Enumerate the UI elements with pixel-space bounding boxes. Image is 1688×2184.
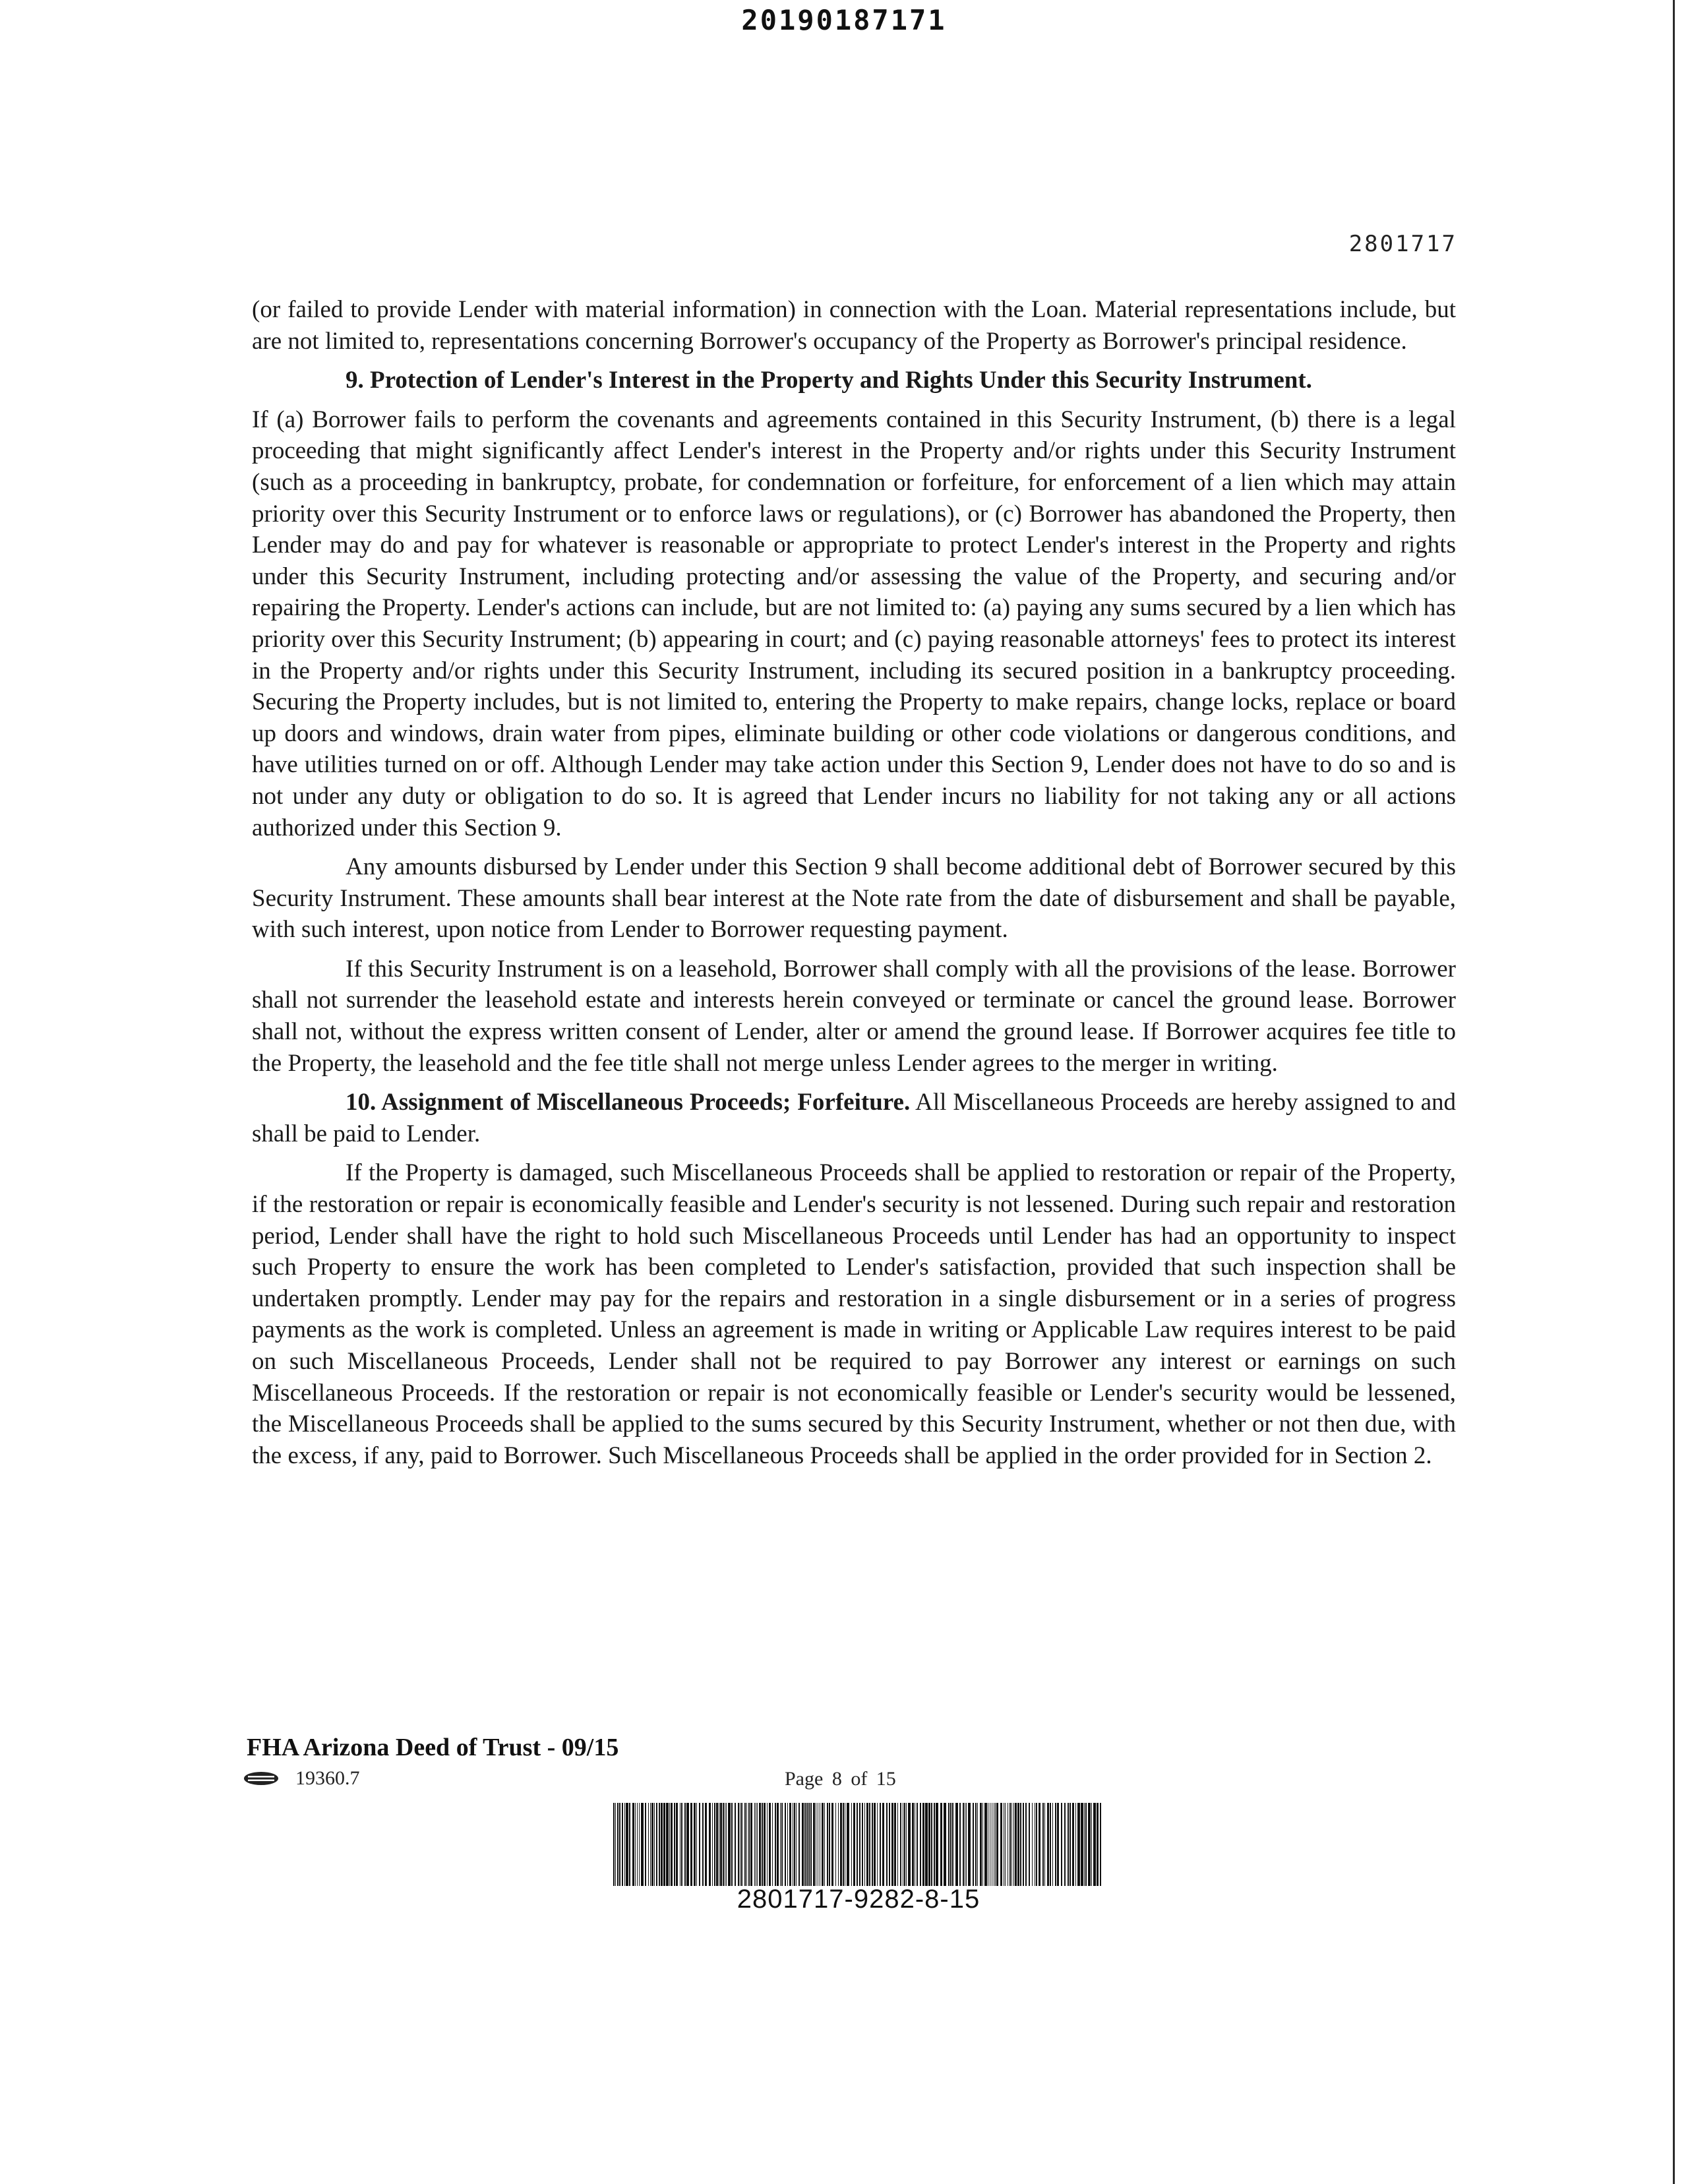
barcode-bar [813, 1803, 815, 1886]
barcode-bar [1047, 1803, 1049, 1886]
section-9-heading: 9. Protection of Lender's Interest in the Property and Rights Under this Security Instrument. [346, 367, 1312, 394]
barcode-bar [781, 1803, 783, 1886]
form-number-row [243, 1767, 360, 1790]
barcode-bar [787, 1803, 788, 1886]
barcode-bar [1075, 1803, 1076, 1886]
document-body [252, 294, 1456, 1479]
barcode-bar [906, 1803, 907, 1886]
barcode-bar [754, 1803, 755, 1886]
barcode-bar [639, 1803, 640, 1886]
section-9-paragraph-2: Any amounts disbursed by Lender under this Section 9 shall become additional debt of Borrower secured by this Security Instrument. These amounts shall bear interest at the Note rate from the date of disbursement and shall be payable, with such interest, upon notice from Lender to Borrower requesting payment. [252, 853, 1456, 944]
barcode-bar [735, 1803, 736, 1886]
barcode-bar [1072, 1803, 1074, 1886]
section-10-heading: 10. Assignment of Miscellaneous Proceeds; Forfeiture. [346, 1089, 911, 1116]
barcode-bar [1091, 1803, 1092, 1886]
barcode-bar [1044, 1803, 1045, 1886]
barcode-bar [728, 1803, 731, 1886]
barcode-bar [666, 1803, 669, 1886]
barcode-bar [1010, 1803, 1011, 1886]
barcode-bar [613, 1803, 615, 1886]
barcode-bar [1100, 1803, 1101, 1886]
barcode-bar [922, 1803, 924, 1886]
barcode-bar [1032, 1803, 1033, 1886]
barcode-bar [804, 1803, 806, 1886]
barcode-bar [831, 1803, 833, 1886]
barcode-bar [629, 1803, 630, 1886]
barcode-bar [757, 1803, 758, 1886]
barcode-bar [904, 1803, 905, 1886]
barcode-bar [866, 1803, 868, 1886]
barcode-bar [1070, 1803, 1071, 1886]
barcode-bar [1039, 1803, 1040, 1886]
barcode-bar [626, 1803, 628, 1886]
barcode-bar [948, 1803, 950, 1886]
barcode-bar [959, 1803, 961, 1886]
barcode-bar [1050, 1803, 1051, 1886]
barcode-bar [940, 1803, 942, 1886]
barcode-bar [796, 1803, 797, 1886]
barcode-bar [995, 1803, 996, 1886]
barcode-bar [714, 1803, 715, 1886]
barcode-bar [648, 1803, 649, 1886]
barcode-bar [762, 1803, 763, 1886]
barcode-bar [1025, 1803, 1027, 1886]
barcode-bar [897, 1803, 898, 1886]
barcode-bar [656, 1803, 657, 1886]
barcode-bar [1017, 1803, 1019, 1886]
barcode-bar [1068, 1803, 1069, 1886]
page-number: Page 8 of 15 [785, 1768, 896, 1790]
barcode-bar [775, 1803, 776, 1886]
barcode-bar [980, 1803, 982, 1886]
barcode-bar [744, 1803, 746, 1886]
continuation-paragraph: (or failed to provide Lender with material information) in connection with the Loan. Material representations include, but are not limited to, representations concerning Borrower's occupancy of the Property as Borrower's principal residence. [252, 296, 1456, 355]
barcode-bar [731, 1803, 733, 1886]
barcode-bar [880, 1803, 881, 1886]
barcode-bar [877, 1803, 878, 1886]
barcode-bar [1013, 1803, 1014, 1886]
barcode-bar [1036, 1803, 1037, 1886]
barcode-bar [1011, 1803, 1012, 1886]
barcode-bar [829, 1803, 830, 1886]
barcode-bar [822, 1803, 824, 1886]
barcode-bar [950, 1803, 951, 1886]
barcode-bar [810, 1803, 812, 1886]
barcode-bar [982, 1803, 983, 1886]
barcode-bar [663, 1803, 665, 1886]
barcode-bar [684, 1803, 686, 1886]
barcode-bar [806, 1803, 808, 1886]
barcode-bar [794, 1803, 795, 1886]
barcode-bar [676, 1803, 678, 1886]
barcode-bar [669, 1803, 670, 1886]
barcode-bar [637, 1803, 638, 1886]
barcode-bar [696, 1803, 697, 1886]
barcode-bar [966, 1803, 967, 1886]
barcode-bar [908, 1803, 911, 1886]
barcode-bar [934, 1803, 935, 1886]
page-edge [1673, 0, 1675, 2184]
barcode-bar [699, 1803, 700, 1886]
barcode-bar [635, 1803, 636, 1886]
barcode-bar [955, 1803, 958, 1886]
barcode-bar [777, 1803, 779, 1886]
barcode-bar [690, 1803, 692, 1886]
barcode-bar [889, 1803, 890, 1886]
barcode-bar [659, 1803, 660, 1886]
barcode-bar [847, 1803, 849, 1886]
barcode-text: 2801717-9282-8-15 [737, 1885, 980, 1914]
barcode-bar [864, 1803, 865, 1886]
barcode-bar [686, 1803, 689, 1886]
barcode-bar [1057, 1803, 1059, 1886]
section-10-paragraph-2: If the Property is damaged, such Miscellaneous Proceeds shall be applied to restoration or repair of the Property, if the restoration or repair is economically feasible and Lender's security is not lessened. During such repair and restoration period, Lender shall have the right to hold such Miscellaneous Proceeds until Lender has had an opportunity to inspect such Property to ensure the work has been completed to Lender's satisfaction, provided that such inspection shall be undertaken promptly. Lender may pay for the repairs and restoration in a single disbursement or in a series of progress payments as the work is completed. Unless an agreement is made in writing or Applicable Law requires interest to be paid on such Miscellaneous Proceeds, Lender shall not be required to pay Borrower any interest or earnings on such Miscellaneous Proceeds. If the restoration or repair is not economically feasible or Lender's security would be lessened, the Miscellaneous Proceeds shall be applied to the sums secured by this Security Instrument, whether or not then due, with the excess, if any, paid to Borrower. Such Miscellaneous Proceeds shall be applied in the order provided for in Section 2. [252, 1159, 1456, 1469]
barcode-bar [975, 1803, 977, 1886]
barcode-bar [615, 1803, 616, 1886]
barcode-bar [1055, 1803, 1056, 1886]
barcode-bar [654, 1803, 655, 1886]
section-10-body: All Miscellaneous Proceeds are hereby assigned to and shall be paid to Lender. [252, 1089, 1456, 1147]
barcode-bar [641, 1803, 644, 1886]
barcode-bar [726, 1803, 727, 1886]
barcode-bar [772, 1803, 773, 1886]
barcode-bar [671, 1803, 673, 1886]
barcode-bar [651, 1803, 653, 1886]
barcode-bar [936, 1803, 938, 1886]
barcode-bar [723, 1803, 724, 1886]
barcode-bar [681, 1803, 682, 1886]
barcode-bar [1084, 1803, 1085, 1886]
barcode-bar [645, 1803, 646, 1886]
barcode-bar [857, 1803, 858, 1886]
barcode-bar [789, 1803, 791, 1886]
barcode-bar [996, 1803, 998, 1886]
barcode-bar [1015, 1803, 1017, 1886]
barcode-bar [920, 1803, 921, 1886]
form-number: 19360.7 [295, 1767, 360, 1789]
section-9-body: If (a) Borrower fails to perform the covenants and agreements contained in this Security Instrument, (b) there is a legal proceeding that might significantly affect Lender's interest in the Property and/or rights under this Security Instrument (such as a proceeding in bankruptcy, probate, for condemnation or forfeiture, for enforcement of a lien which may attain priority over this Security Instrument or to enforce laws or regulations), or (c) Borrower has abandoned the Property, then Lender may do and pay for whatever is reasonable or appropriate to protect Lender's interest in the Property and rights under this Security Instrument, including protecting and/or assessing the value of the Property, and securing and/or repairing the Property. Lender's actions can include, but are not limited to: (a) paying any sums secured by a lien which has priority over this Security Instrument; (b) appearing in court; and (c) paying reasonable attorneys' fees to protect its interest in the Property and/or rights under this Security Instrument, including its secured position in a bankruptcy proceeding. Securing the Property includes, but is not limited to, entering the Property to make repairs, change locks, replace or board up doors and windows, drain water from pipes, eliminate building or other code violations or dangerous conditions, and have utilities turned on or off. Although Lender may take action under this Section 9, Lender does not have to do so and is not under any duty or obligation to do so. It is agreed that Lender incurs no liability for not taking any or all actions authorized under this Section 9. [252, 406, 1456, 841]
barcode-bar [838, 1803, 839, 1886]
barcode-bar [1077, 1803, 1080, 1886]
barcode-bar [769, 1803, 771, 1886]
barcode-bar [619, 1803, 620, 1886]
barcode-bar [853, 1803, 855, 1886]
barcode-bar [741, 1803, 742, 1886]
barcode-bar [835, 1803, 836, 1886]
barcode-bar [968, 1803, 971, 1886]
barcode-bar [780, 1803, 781, 1886]
barcode-bar [1052, 1803, 1053, 1886]
barcode-bar [840, 1803, 842, 1886]
barcode-bar [1093, 1803, 1096, 1886]
barcode-bar [843, 1803, 844, 1886]
barcode-bar [624, 1803, 625, 1886]
barcode-bar [891, 1803, 893, 1886]
barcode-bar [764, 1803, 766, 1886]
barcode-bar [1023, 1803, 1024, 1886]
barcode-bar [674, 1803, 675, 1886]
barcode-bar [767, 1803, 768, 1886]
barcode-bar [1042, 1803, 1044, 1886]
barcode-bar [851, 1803, 852, 1886]
barcode-bar [799, 1803, 800, 1886]
barcode-bar [705, 1803, 707, 1886]
barcode-bar [869, 1803, 870, 1886]
barcode-bar [900, 1803, 901, 1886]
barcode-bar [984, 1803, 987, 1886]
barcode-bar [894, 1803, 896, 1886]
section-9-heading-paragraph [252, 365, 1456, 396]
barcode-bar [944, 1803, 946, 1886]
barcode [613, 1803, 1104, 1886]
barcode-bar [874, 1803, 876, 1886]
barcode-bar [886, 1803, 888, 1886]
barcode-bar [928, 1803, 930, 1886]
barcode-bar [746, 1803, 747, 1886]
barcode-bar [650, 1803, 651, 1886]
barcode-bar [785, 1803, 786, 1886]
barcode-bar [738, 1803, 739, 1886]
barcode-bar [912, 1803, 914, 1886]
barcode-bar [759, 1803, 761, 1886]
section-10-paragraph [252, 1087, 1456, 1149]
barcode-bar [702, 1803, 704, 1886]
form-title: FHA Arizona Deed of Trust - 09/15 [247, 1734, 619, 1761]
recording-number: 20190187171 [741, 4, 947, 36]
barcode-bar [952, 1803, 953, 1886]
barcode-bar [1081, 1803, 1083, 1886]
barcode-bar [1020, 1803, 1021, 1886]
barcode-bar [808, 1803, 810, 1886]
barcode-bar [694, 1803, 696, 1886]
barcode-bar [1064, 1803, 1066, 1886]
loan-number: 2801717 [1348, 231, 1457, 257]
barcode-bar [1000, 1803, 1002, 1886]
section-9-paragraph-3: If this Security Instrument is on a leasehold, Borrower shall comply with all the provisions of the lease. Borrower shall not surrender the leasehold estate and interests herein conveyed or terminate or cancel the ground lease. Borrower shall not, without the express written consent of Lender, alter or amend the ground lease. If Borrower acquires fee title to the Property, the leasehold and the fee title shall not merge unless Lender agrees to the merger in writing. [252, 955, 1456, 1077]
publisher-logo-icon [243, 1771, 280, 1786]
barcode-bar [862, 1803, 863, 1886]
barcode-bar [872, 1803, 873, 1886]
barcode-bar [1061, 1803, 1062, 1886]
barcode-bar [750, 1803, 752, 1886]
barcode-bar [931, 1803, 932, 1886]
barcode-bar [963, 1803, 964, 1886]
barcode-bar [617, 1803, 618, 1886]
barcode-bar [720, 1803, 722, 1886]
barcode-bar [824, 1803, 825, 1886]
barcode-bar [1085, 1803, 1087, 1886]
barcode-bar [882, 1803, 884, 1886]
barcode-bar [1088, 1803, 1091, 1886]
barcode-bar [802, 1803, 804, 1886]
barcode-bar [973, 1803, 974, 1886]
barcode-bar [712, 1803, 713, 1886]
barcode-bar [622, 1803, 623, 1886]
barcode-bar [827, 1803, 828, 1886]
barcode-bar [917, 1803, 918, 1886]
barcode-bar [661, 1803, 663, 1886]
barcode-bar [748, 1803, 750, 1886]
barcode-bar [925, 1803, 928, 1886]
barcode-bar [859, 1803, 860, 1886]
barcode-bar [1005, 1803, 1006, 1886]
barcode-bar [977, 1803, 978, 1886]
barcode-bar [1097, 1803, 1099, 1886]
barcode-bar [632, 1803, 634, 1886]
barcode-bar [1029, 1803, 1030, 1886]
barcode-bar [716, 1803, 718, 1886]
barcode-bar [709, 1803, 711, 1886]
